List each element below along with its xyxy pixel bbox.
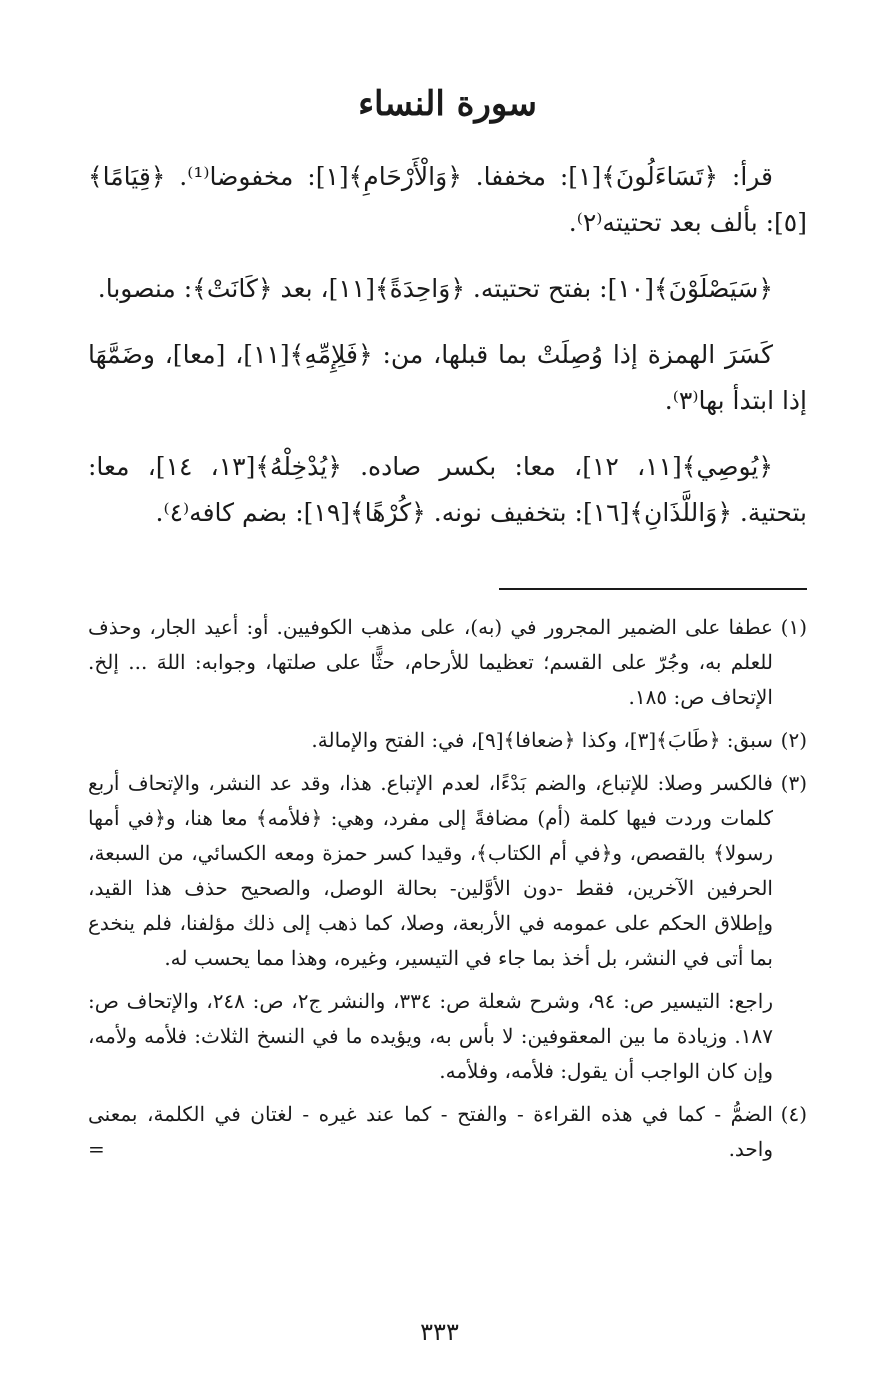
footnote-text: الضمُّ - كما في هذه القراءة - والفتح - كما عند غيره - لغتان في الكلمة، بمعنى واحد. <box>88 1102 773 1161</box>
continuation-mark: = <box>88 1137 105 1161</box>
page-number: ٣٣٣ <box>420 1318 459 1346</box>
footnote-text: سبق: ﴿طَابَ﴾[٣]، وكذا ﴿ضعافا﴾[٩]، في: الفتح والإمالة. <box>311 728 773 752</box>
page-title: سورة النساء <box>358 84 537 124</box>
footnote-number: (٣) <box>780 771 807 795</box>
footnote-number: (١) <box>780 615 807 639</box>
text-paragraph-2: ﴿سَيَصْلَوْنَ﴾[١٠]: بفتح تحتيته. ﴿وَاحِدَةً﴾[١١]، بعد ﴿كَانَتْ﴾: منصوبا. <box>97 274 773 303</box>
footnote-separator <box>499 588 807 590</box>
footnote-number: (٢) <box>780 728 807 752</box>
footnote-text: فالكسر وصلا: للإتباع، والضم بَدْءًا، لعدم الإتباع. هذا، وقد عد النشر، والإتحاف أربع كلمات وردت فيها كلمة (أم) مضافةً إلى مفرد، وهي: ﴿فلأمه﴾ معا هنا، و﴿في أمها رسولا﴾ بالقصص، و﴿في أم الكتاب﴾، وقيدا كسر حمزة ومعه الكسائي، من السبعة، الحرفين الآخرين، فقط -دون الأوَّلين- بحالة الوصل، والصحيح حذف هذا القيد، وإطلاق الحكم على عمومه في الأربعة، وصلا، كما ذهب إلى ذلك مؤلفنا، فلم ينخدع بما أتى في النشر، بل أخذ بما جاء في التيسير، وغيره، وهذا مما يحسب له. <box>88 771 773 970</box>
text-paragraph-3: كَسَرَ الهمزة إذا وُصِلَتْ بما قبلها، من: ﴿فَلِإِمِّهِ﴾[١١]، [معا]، وضَمَّهَا إذا ابتدأ بها⁽٣⁾. <box>88 340 807 415</box>
footnote-1 <box>88 610 807 715</box>
footnote-number: (٤) <box>780 1102 807 1126</box>
text-paragraph-4: ﴿يُوصِي﴾[١١، ١٢]، معا: بكسر صاده. ﴿يُدْخِلْهُ﴾[١٣، ١٤]، معا: بتحتية. ﴿وَاللَّذَانِ﴾[١٦]: بتخفيف نونه. ﴿كُرْهًا﴾[١٩]: بضم كافه⁽٤⁾. <box>88 452 807 527</box>
footnote-3-references: راجع: التيسير ص: ٩٤، وشرح شعلة ص: ٣٣٤، والنشر ج٢، ص: ٢٤٨، والإتحاف ص: ١٨٧. وزيادة ما بين المعقوفين: لا بأس به، ويؤيده ما في النسخ الثلاث: فلأمه ولأمه، وإن كان الواجب أن يقول: فلأمه، وفلأمه. <box>88 989 773 1083</box>
footnote-4 <box>88 1097 807 1167</box>
footnote-separator-wrap <box>88 556 807 610</box>
text-paragraph-1: قرأ: ﴿تَسَاءَلُونَ﴾[١]: مخففا. ﴿وَالْأَرْحَامِ﴾[١]: مخفوضا⁽¹⁾. ﴿قِيَامًا﴾[٥]: بألف بعد تحتيته⁽٢⁾. <box>88 162 807 237</box>
footnote-text: عطفا على الضمير المجرور في (به)، على مذهب الكوفيين. أو: أعيد الجار، وحذف للعلم به، وجُرّ على القسم؛ تعظيما للأرحام، حثًّا على صلتها، وجوابه: اللهَ ... إلخ. الإتحاف ص: ١٨٥. <box>88 615 773 709</box>
footnote-3 <box>88 766 807 976</box>
footnote-2 <box>88 723 807 758</box>
